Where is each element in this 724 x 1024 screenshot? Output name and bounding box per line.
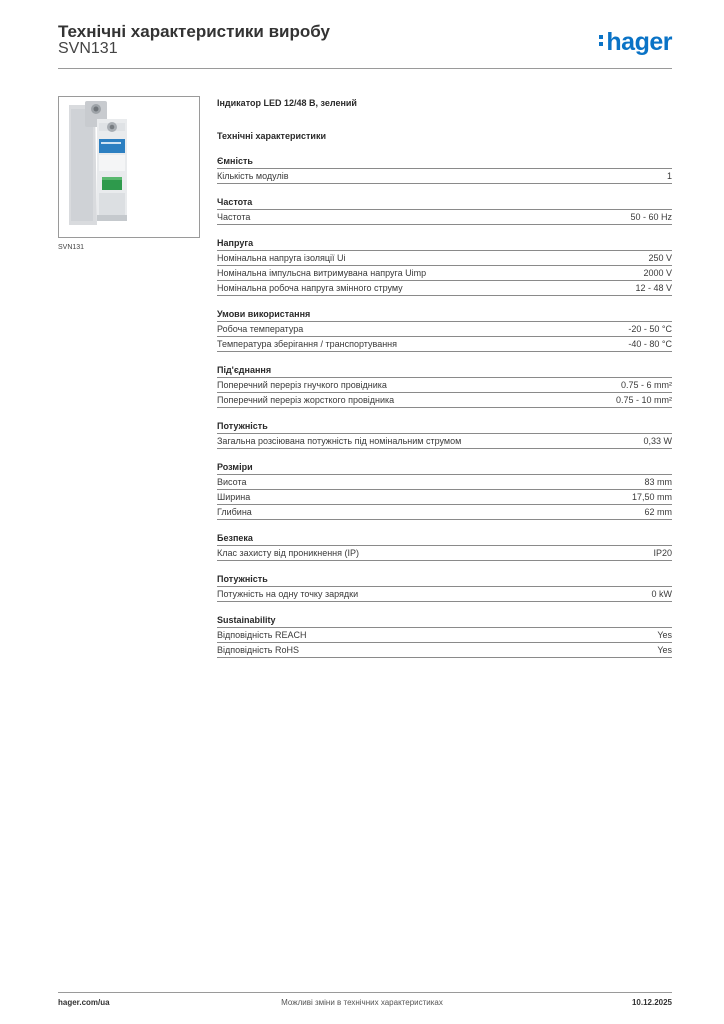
spec-group <box>217 420 672 449</box>
spec-group-title: Умови використання <box>217 308 672 322</box>
spec-row <box>217 491 672 505</box>
spec-row <box>217 476 672 490</box>
product-name: Індикатор LED 12/48 В, зелений <box>217 98 357 108</box>
spec-value: 17,50 mm <box>631 492 672 502</box>
spec-row <box>217 435 672 449</box>
spec-value: 50 - 60 Hz <box>630 212 672 222</box>
spec-group <box>217 614 672 658</box>
spec-group-title: Потужність <box>217 420 672 434</box>
spec-label: Ширина <box>217 492 251 502</box>
spec-label: Глибина <box>217 507 252 517</box>
spec-row <box>217 267 672 281</box>
spec-label: Кількість модулів <box>217 171 289 181</box>
spec-row <box>217 394 672 408</box>
spec-group <box>217 573 672 602</box>
footer-divider <box>58 992 672 993</box>
spec-group <box>217 155 672 184</box>
logo-dots-icon <box>599 35 603 49</box>
spec-value: 12 - 48 V <box>635 283 672 293</box>
footer-website: hager.com/ua <box>58 998 110 1007</box>
spec-groups <box>217 155 672 658</box>
spec-value: 0.75 - 10 mm² <box>615 395 672 405</box>
spec-label: Робоча температура <box>217 324 304 334</box>
spec-group-title: Потужність <box>217 573 672 587</box>
spec-row <box>217 252 672 266</box>
spec-group-title: Ємність <box>217 155 672 169</box>
spec-label: Відповідність RoHS <box>217 645 299 655</box>
spec-value: 0.75 - 6 mm² <box>620 380 672 390</box>
spec-group-title: Розміри <box>217 461 672 475</box>
spec-value: 62 mm <box>644 507 672 517</box>
spec-row <box>217 282 672 296</box>
spec-label: Номінальна імпульсна витримувана напруга Uimp <box>217 268 427 278</box>
spec-row <box>217 506 672 520</box>
spec-value: 250 V <box>648 253 672 263</box>
spec-label: Відповідність REACH <box>217 630 307 640</box>
header-divider <box>58 68 672 69</box>
logo-text: hager <box>606 28 672 56</box>
spec-label: Поперечний переріз жорсткого провідника <box>217 395 395 405</box>
spec-label: Частота <box>217 212 251 222</box>
spec-label: Номінальна напруга ізоляції Ui <box>217 253 346 263</box>
spec-label: Висота <box>217 477 247 487</box>
spec-group-title: Частота <box>217 196 672 210</box>
footer-date: 10.12.2025 <box>631 998 672 1007</box>
modular-indicator-device-image <box>59 97 199 237</box>
spec-value: 0 kW <box>651 589 672 599</box>
spec-group <box>217 196 672 225</box>
spec-sheet <box>217 96 672 670</box>
spec-label: Потужність на одну точку зарядки <box>217 589 359 599</box>
spec-value: IP20 <box>653 548 672 558</box>
spec-label: Загальна розсіювана потужність під номінальним струмом <box>217 436 462 446</box>
spec-value: -20 - 50 °C <box>628 324 672 334</box>
spec-label: Температура зберігання / транспортування <box>217 339 398 349</box>
spec-row <box>217 547 672 561</box>
spec-value: -40 - 80 °C <box>628 339 672 349</box>
spec-label: Поперечний переріз гнучкого провідника <box>217 380 387 390</box>
spec-row <box>217 379 672 393</box>
product-image <box>58 96 200 238</box>
spec-group <box>217 461 672 520</box>
spec-group-title: Sustainability <box>217 614 672 628</box>
spec-value: 1 <box>666 171 672 181</box>
spec-value: 0,33 W <box>643 436 672 446</box>
spec-row <box>217 170 672 184</box>
spec-row <box>217 644 672 658</box>
spec-label: Номінальна робоча напруга змінного струму <box>217 283 403 293</box>
spec-group <box>217 237 672 296</box>
spec-group-title: Напруга <box>217 237 672 251</box>
page-title: Технічні характеристики виробу <box>58 22 330 41</box>
spec-group <box>217 532 672 561</box>
spec-value: Yes <box>657 645 672 655</box>
spec-row <box>217 211 672 225</box>
section-title: Технічні характеристики <box>217 131 326 141</box>
spec-group <box>217 364 672 408</box>
spec-label: Клас захисту від проникнення (IP) <box>217 548 360 558</box>
spec-group-title: Безпека <box>217 532 672 546</box>
spec-row <box>217 629 672 643</box>
footer-disclaimer: Можливі зміни в технічних характеристиках <box>281 998 443 1007</box>
hager-logo <box>599 28 672 57</box>
spec-group-title: Під'єднання <box>217 364 672 378</box>
spec-group <box>217 308 672 352</box>
product-code: SVN131 <box>58 40 118 57</box>
spec-value: 83 mm <box>644 477 672 487</box>
spec-row <box>217 588 672 602</box>
spec-row <box>217 338 672 352</box>
spec-value: Yes <box>657 630 672 640</box>
spec-row <box>217 323 672 337</box>
image-caption: SVN131 <box>58 244 85 251</box>
spec-value: 2000 V <box>643 268 672 278</box>
